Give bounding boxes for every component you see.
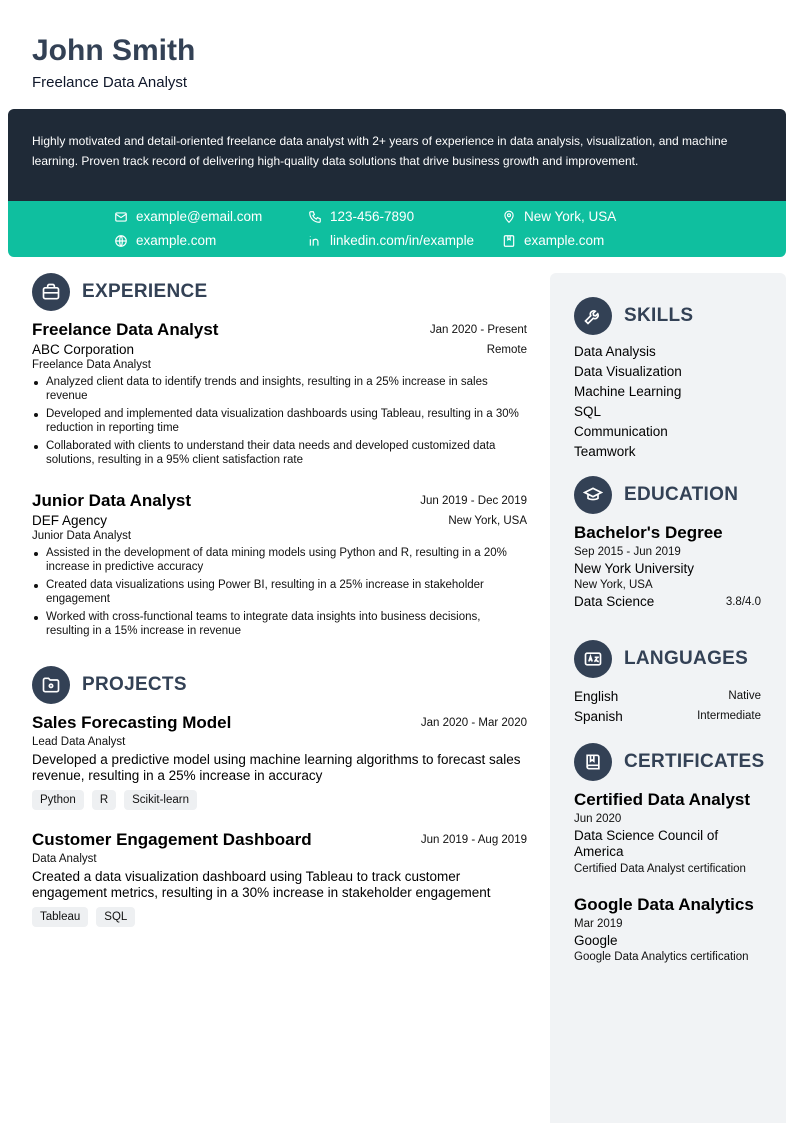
language-level: Native [728, 690, 761, 702]
skills-list [574, 342, 682, 462]
mail-icon [114, 210, 128, 224]
contact-phone[interactable]: 123-456-7890 [308, 209, 414, 224]
section-title: CERTIFICATES [624, 751, 765, 772]
graduation-cap-icon [583, 485, 603, 505]
language-level: Intermediate [697, 710, 761, 722]
project-title: Customer Engagement Dashboard [32, 830, 312, 849]
certificate-item [574, 790, 764, 875]
linkedin-icon [308, 234, 322, 248]
job-date: Jan 2020 - Present [429, 324, 527, 336]
summary: Highly motivated and detail-oriented freelance data analyst with 2+ years of experience in data analysis, visualization, and machine learning. Proven track record of delivering high-quality data solutions that drive business growth and improvement. [8, 109, 786, 201]
project-description: Created a data visualization dashboard using Tableau to track customer engagement metrics, resulting in a 30% increase in stakeholder engagement [32, 869, 491, 900]
project-date: Jan 2020 - Mar 2020 [420, 717, 527, 729]
folder-icon [41, 675, 61, 695]
job-company: DEF Agency [32, 513, 108, 528]
job-location: New York, USA [448, 514, 527, 527]
certificate-date: Mar 2019 [574, 918, 623, 930]
skill-item: Machine Learning [574, 384, 682, 399]
skills-section-header [574, 297, 693, 335]
tag: Python [32, 790, 84, 810]
tag: R [92, 790, 116, 810]
list-item: Developed and implemented data visualization dashboards using Tableau, resulting in a 30% reduction in reporting time [32, 407, 527, 435]
contact-website[interactable]: example.com [114, 233, 216, 248]
education-date: Sep 2015 - Jun 2019 [574, 546, 681, 558]
education-item [574, 523, 761, 609]
project-role: Data Analyst [32, 853, 97, 865]
job-title: Junior Data Analyst [32, 491, 192, 510]
person-title: Freelance Data Analyst [32, 74, 188, 91]
globe-icon [114, 234, 128, 248]
list-item: Worked with cross-functional teams to integrate data insights into business decisions, resulting in a 15% increase in revenue [32, 610, 527, 638]
section-title: PROJECTS [82, 674, 187, 695]
languages-section-header [574, 640, 748, 678]
project-role: Lead Data Analyst [32, 736, 126, 748]
person-name: John Smith [32, 34, 196, 67]
contact-linkedin[interactable]: linkedin.com/in/example [308, 233, 474, 248]
language-item [574, 686, 761, 706]
education-section-header [574, 476, 738, 514]
education-location: New York, USA [574, 579, 653, 591]
skill-item: Communication [574, 424, 668, 439]
resume-header [32, 32, 195, 91]
project-tags [32, 907, 527, 927]
project-date: Jun 2019 - Aug 2019 [420, 834, 527, 846]
job-bullets [32, 546, 527, 638]
skill-item: Teamwork [574, 444, 636, 459]
language-item [574, 706, 761, 726]
project-description: Developed a predictive model using machine learning algorithms to forecast sales revenue, resulting in a 25% increase in accuracy [32, 752, 521, 783]
section-title: SKILLS [624, 305, 694, 326]
experience-item [32, 491, 527, 642]
list-item: Created data visualizations using Power BI, resulting in a 25% increase in stakeholder engagement [32, 578, 527, 606]
certificate-title: Certified Data Analyst [574, 790, 751, 809]
certificate-description: Certified Data Analyst certification [574, 863, 746, 875]
job-title: Freelance Data Analyst [32, 320, 219, 339]
certificate-issuer: Data Science Council of America [574, 828, 719, 859]
list-item: Assisted in the development of data mining models using Python and R, resulting in a 20% increase in predictive accuracy [32, 546, 527, 574]
skill-item: Data Analysis [574, 344, 656, 359]
job-location: Remote [486, 343, 527, 356]
contact-bar [8, 201, 786, 257]
contact-email[interactable]: example@email.com [114, 209, 262, 224]
certificate-item [574, 895, 764, 963]
certificate-title: Google Data Analytics [574, 895, 754, 914]
section-title: EXPERIENCE [82, 281, 208, 302]
briefcase-icon [41, 282, 61, 302]
certificate-issuer: Google [574, 933, 618, 948]
language-name: Spanish [574, 708, 623, 724]
projects-section-header [32, 666, 187, 704]
field-of-study: Data Science [574, 594, 655, 609]
project-item [32, 830, 527, 927]
job-bullets [32, 375, 527, 467]
certificates-section-header [574, 743, 764, 781]
tag: Tableau [32, 907, 88, 927]
language-name: English [574, 688, 619, 704]
tag: Scikit-learn [124, 790, 197, 810]
section-title: EDUCATION [624, 484, 739, 505]
list-item: Analyzed client data to identify trends and insights, resulting in a 25% increase in sales revenue [32, 375, 527, 403]
job-date: Jun 2019 - Dec 2019 [420, 495, 527, 507]
phone-icon [308, 210, 322, 224]
project-title: Sales Forecasting Model [32, 713, 232, 732]
project-tags [32, 790, 527, 810]
bookmark-icon [502, 234, 516, 248]
job-role: Junior Data Analyst [32, 530, 132, 542]
gpa: 3.8/4.0 [725, 595, 761, 608]
tag: SQL [96, 907, 135, 927]
wrench-icon [583, 306, 603, 326]
book-icon [583, 752, 603, 772]
experience-section-header [32, 273, 207, 311]
translate-icon [583, 649, 603, 669]
map-pin-icon [502, 210, 516, 224]
list-item: Collaborated with clients to understand their data needs and developed customized data solutions, resulting in a 95% client satisfaction rate [32, 439, 527, 467]
job-company: ABC Corporation [32, 342, 135, 357]
degree: Bachelor's Degree [574, 523, 723, 542]
project-item [32, 713, 527, 810]
job-role: Freelance Data Analyst [32, 359, 151, 371]
languages-list [574, 686, 761, 726]
contact-portfolio[interactable]: example.com [502, 233, 604, 248]
experience-item [32, 320, 527, 471]
certificate-date: Jun 2020 [574, 813, 622, 825]
skill-item: Data Visualization [574, 364, 682, 379]
school: New York University [574, 561, 695, 576]
skill-item: SQL [574, 404, 602, 419]
certificate-description: Google Data Analytics certification [574, 951, 749, 963]
section-title: LANGUAGES [624, 648, 749, 669]
contact-location: New York, USA [502, 209, 616, 224]
